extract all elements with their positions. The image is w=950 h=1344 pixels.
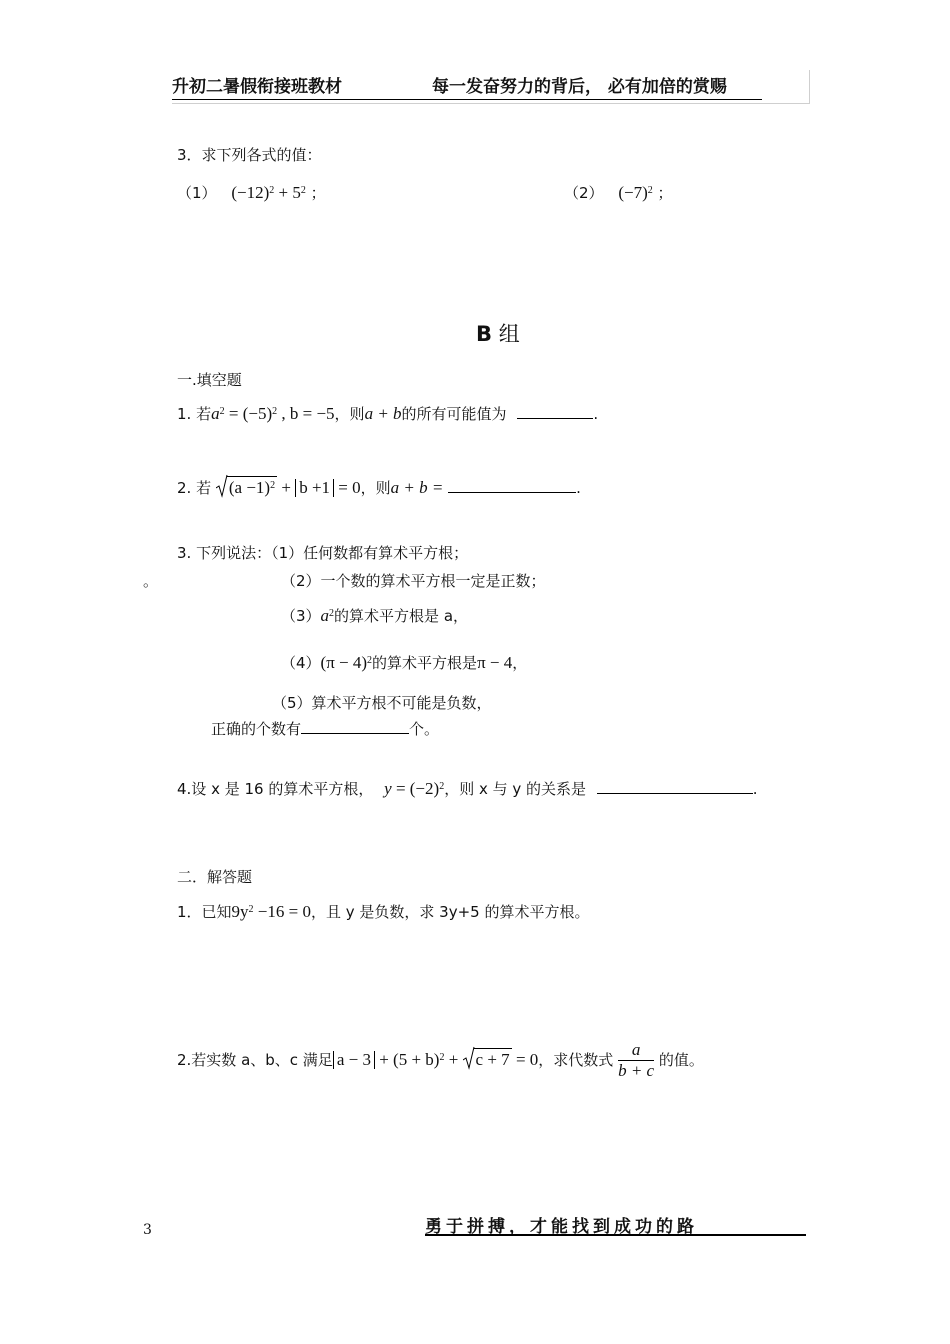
statement-2: （2）一个数的算术平方根一定是正数； — [281, 572, 546, 590]
solve-heading: 二．解答题 — [177, 868, 253, 886]
sqrt-symbol-2: c + 7 — [463, 1048, 512, 1070]
sqrt-symbol: $(a -1)^2$ — [216, 476, 277, 498]
solve-question-2: 2.若实数 a、b、c 满足 $a - 3 + (5 + b)^2$ + c + 7 = 0，求代数式 $\frac{a}{b + c}$ 的值。 — [177, 1040, 704, 1080]
question-a3-part1 — [177, 182, 326, 203]
statement-3: $(3)a^2$的算术平方根是 a， — [281, 606, 469, 625]
fraction: $\frac{a}{b + c}$ — [618, 1040, 655, 1080]
header-slogan: 每一发奋努力的背后， 必有加倍的赏赐 — [432, 77, 727, 97]
question-a3-part2 — [564, 182, 673, 203]
group-b-title: B 组 — [476, 322, 520, 346]
statement-5: （5）算术平方根不可能是负数， — [272, 694, 492, 712]
question-a3-title: 3．求下列各式的值： — [177, 146, 322, 164]
header-rule — [172, 99, 762, 100]
q2-equation: $(a -1)^2 + b +1 = 0$ — [216, 478, 361, 497]
q1-equation: $a^2 = (-5)^2$ , b = −5 — [211, 404, 335, 423]
fill-question-4: 4.设 x 是 16 的算术平方根， $y = (-2)^2$，则 x 与 y 的关系是 . — [177, 779, 758, 798]
part2-label: （2） — [564, 184, 604, 202]
fill-question-2: 2. 若 $(a -1)^2 + b +1 = 0$，则a + b = . — [177, 476, 581, 498]
answer-blank-1[interactable] — [517, 404, 593, 419]
solve-question-1: 1．已知$9y^2 -16 = 0$，且 y 是负数，求 3y+5 的算术平方根。 — [177, 902, 590, 921]
part1-label: （1） — [177, 184, 217, 202]
header-title: 升初二暑假衔接班教材 — [172, 77, 342, 97]
fill-question-3-ask: 正确的个数有 个。 — [211, 720, 440, 738]
page-number: 3 — [143, 1222, 152, 1238]
footer-motto: 勇于拼搏，才能找到成功的路 — [425, 1217, 698, 1237]
fill-question-1: 1. 若$a^2 = (-5)^2$ , b = −5，则a + b的所有可能值为 . — [177, 404, 599, 423]
footer-rule — [425, 1234, 806, 1236]
answer-blank-2[interactable] — [448, 478, 576, 493]
fill-blank-heading: 一.填空题 — [177, 371, 242, 389]
part2-end: ； — [657, 184, 673, 202]
statement-4: $(4)(\pi - 4)^2$的算术平方根是π − 4， — [281, 653, 528, 672]
answer-blank-4[interactable] — [597, 779, 753, 794]
stray-mark: 。 — [143, 572, 159, 590]
part1-end: ； — [310, 184, 326, 202]
part2-expression: $(-7)^2$ — [618, 183, 653, 202]
part1-expression: $(-12)^2 + 5^2$ — [231, 183, 306, 202]
answer-blank-3[interactable] — [301, 719, 409, 734]
fill-question-3-intro: 3. 下列说法：（1）任何数都有算术平方根； — [177, 544, 469, 562]
